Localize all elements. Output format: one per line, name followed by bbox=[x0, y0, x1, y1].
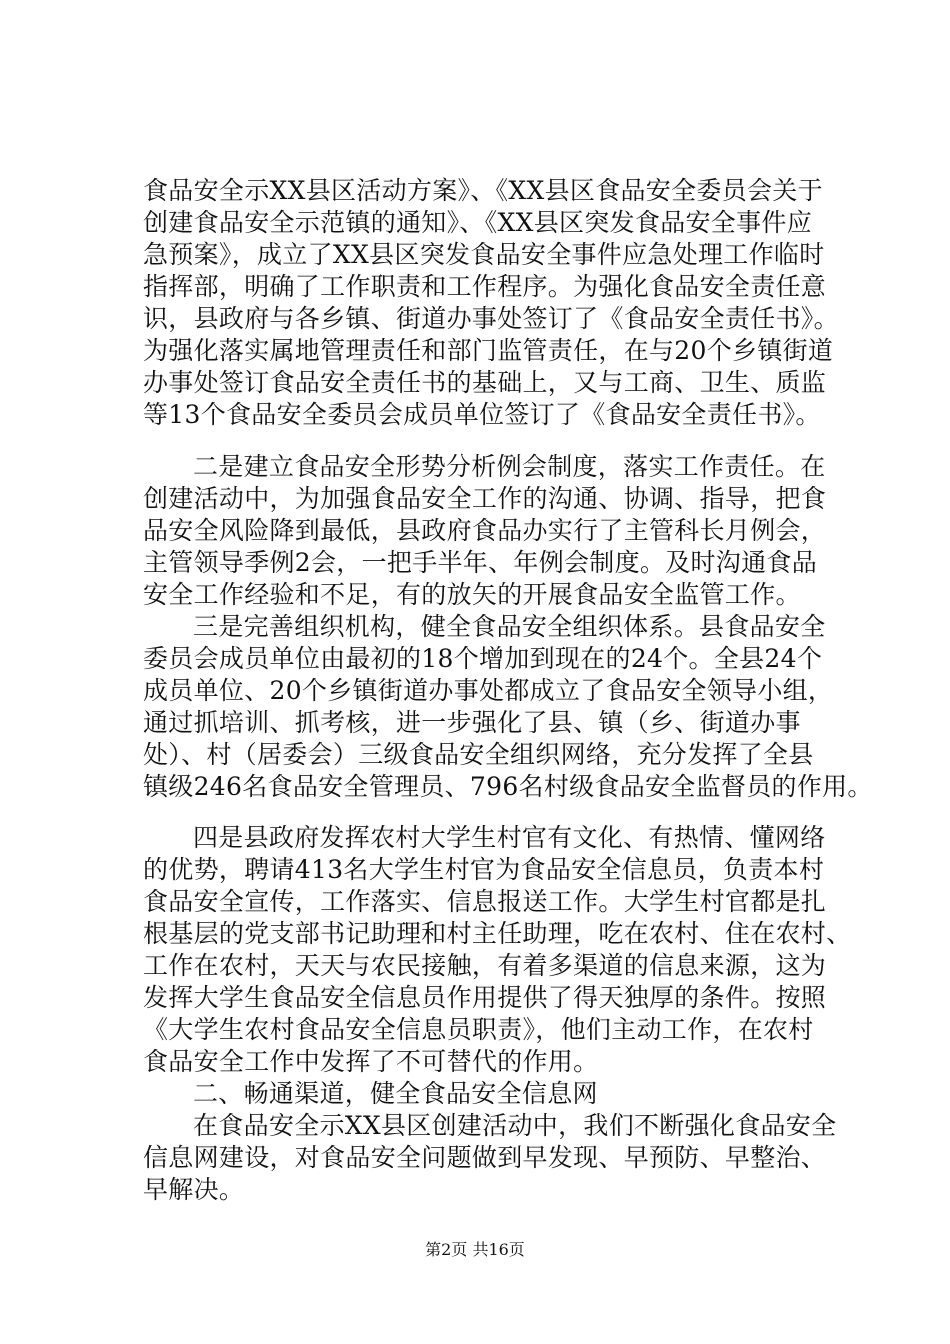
paragraph-5 bbox=[143, 1110, 837, 1206]
text-line: 早解决。 bbox=[143, 1175, 245, 1204]
heading-line: 二、畅通渠道，健全食品安全信息网 bbox=[193, 1079, 598, 1108]
page-footer: 第2页 共16页 bbox=[425, 1240, 525, 1259]
section-heading bbox=[143, 1078, 823, 1110]
paragraph-3 bbox=[143, 611, 873, 803]
text-line: 委员会成员单位由最初的18个增加到现在的24个。全县24个 bbox=[143, 644, 823, 673]
text-line: 指挥部，明确了工作职责和工作程序。为强化食品安全责任意 bbox=[143, 272, 827, 301]
text-line: 处）、村（居委会）三级食品安全组织网络，充分发挥了全县 bbox=[143, 740, 814, 769]
text-line: 工作在农村，天天与农民接触，有着多渠道的信息来源，这为 bbox=[143, 951, 827, 980]
text-line: 镇级246名食品安全管理员、796名村级食品安全监督员的作用。 bbox=[143, 772, 873, 801]
text-line: 等13个食品安全委员会成员单位签订了《食品安全责任书》。 bbox=[143, 400, 821, 429]
text-line: 通过抓培训、抓考核，进一步强化了县、镇（乡、街道办事 bbox=[143, 708, 801, 737]
text-line: 识，县政府与各乡镇、街道办事处签订了《食品安全责任书》。 bbox=[143, 304, 839, 333]
text-line: 发挥大学生食品安全信息员作用提供了得天独厚的条件。按照 bbox=[143, 983, 827, 1012]
paragraph-4 bbox=[143, 822, 852, 1078]
text-line: 三是完善组织机构，健全食品安全组织体系。县食品安全 bbox=[193, 612, 826, 641]
text-line: 安全工作经验和不足，有的放矢的开展食品安全监管工作。 bbox=[143, 580, 801, 609]
text-line: 主管领导季例2会，一把手半年、年例会制度。及时沟通食品 bbox=[143, 548, 818, 577]
text-line: 品安全风险降到最低，县政府食品办实行了主管科长月例会， bbox=[143, 516, 827, 545]
text-line: 《大学生农村食品安全信息员职责》，他们主动工作，在农村 bbox=[143, 1015, 814, 1044]
text-line: 创建食品安全示范镇的通知》、《XX县区突发食品安全事件应 bbox=[143, 208, 812, 237]
text-line: 为强化落实属地管理责任和部门监管责任，在与20个乡镇街道 bbox=[143, 336, 834, 365]
text-line: 急预案》，成立了XX县区突发食品安全事件应急处理工作临时 bbox=[143, 240, 825, 269]
text-line: 信息网建设，对食品安全问题做到早发现、早预防、早整治、 bbox=[143, 1143, 827, 1172]
text-line: 食品安全示XX县区活动方案》、《XX县区食品安全委员会关于 bbox=[143, 176, 823, 205]
text-line: 食品安全宣传，工作落实、信息报送工作。大学生村官都是扎 bbox=[143, 887, 827, 916]
text-line: 办事处签订食品安全责任书的基础上，又与工商、卫生、质监 bbox=[143, 368, 827, 397]
text-line: 成员单位、20个乡镇街道办事处都成立了食品安全领导小组， bbox=[143, 676, 834, 705]
text-line: 二是建立食品安全形势分析例会制度，落实工作责任。在 bbox=[193, 452, 826, 481]
text-line: 根基层的党支部书记助理和村主任助理，吃在农村、住在农村、 bbox=[143, 919, 852, 948]
text-line: 的优势，聘请413名大学生村官为食品安全信息员，负责本村 bbox=[143, 855, 825, 884]
text-line: 创建活动中，为加强食品安全工作的沟通、协调、指导，把食 bbox=[143, 484, 827, 513]
paragraph-2 bbox=[143, 451, 827, 611]
text-line: 四是县政府发挥农村大学生村官有文化、有热情、懂网络 bbox=[193, 823, 826, 852]
text-line: 食品安全工作中发挥了不可替代的作用。 bbox=[143, 1047, 599, 1076]
text-line: 在食品安全示XX县区创建活动中，我们不断强化食品安全 bbox=[193, 1111, 837, 1140]
paragraph-1 bbox=[143, 175, 839, 431]
